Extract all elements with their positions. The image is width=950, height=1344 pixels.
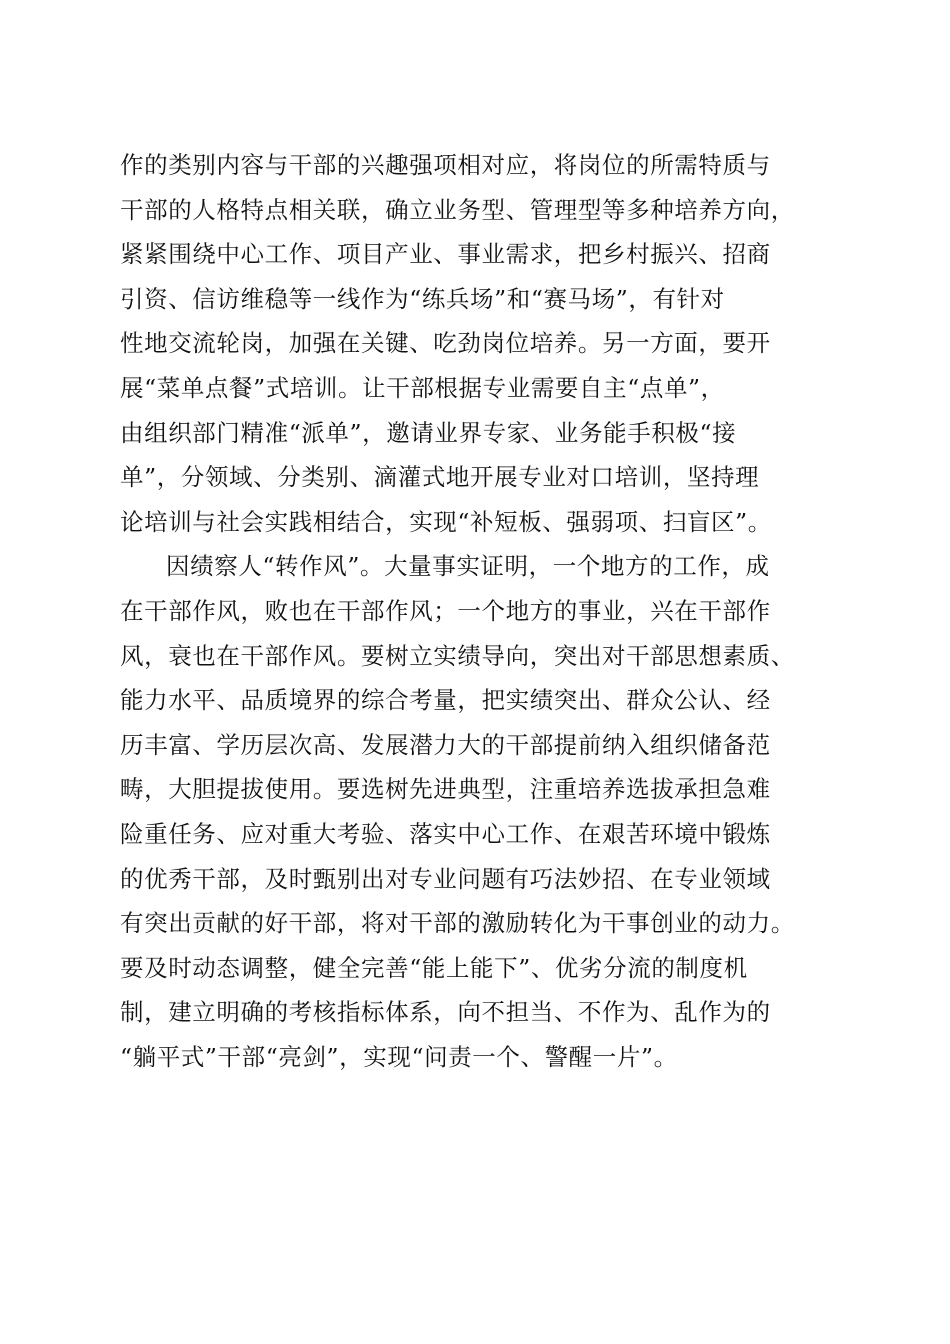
paragraph-line: 由组织部门精准“派单”，邀请业界专家、业务能手积极“接: [120, 418, 737, 447]
paragraph-2: [120, 544, 832, 1079]
paragraph-line: 风，衰也在干部作风。要树立实绩导向，突出对干部思想素质、: [120, 641, 795, 670]
paragraph-line: 制，建立明确的考核指标体系，向不担当、不作为、乱作为的: [120, 998, 771, 1027]
paragraph-line: 有突出贡献的好干部，将对干部的激励转化为干事创业的动力。: [120, 909, 795, 938]
paragraph-line: 作的类别内容与干部的兴趣强项相对应，将岗位的所需特质与: [120, 151, 771, 179]
paragraph-line: 紧紧围绕中心工作、项目产业、事业需求，把乡村振兴、招商: [120, 240, 771, 269]
paragraph-line: 能力水平、品质境界的综合考量，把实绩突出、群众公认、经: [120, 686, 771, 715]
paragraph-line: 性地交流轮岗，加强在关键、吃劲岗位培养。另一方面，要开: [120, 329, 771, 358]
paragraph-line: 论培训与社会实践相结合，实现“补短板、强弱项、扫盲区”。: [120, 507, 772, 536]
paragraph-line: 展“菜单点餐”式培训。让干部根据专业需要自主“点单”，: [120, 373, 725, 402]
paragraph-line: 历丰富、学历层次高、发展潜力大的干部提前纳入组织储备范: [120, 730, 771, 759]
paragraph-line: 畴，大胆提拔使用。要选树先进典型，注重培养选拔承担急难: [120, 775, 771, 804]
paragraph-line: 因绩察人“转作风”。大量事实证明，一个地方的工作，成: [166, 552, 770, 581]
paragraph-line: 险重任务、应对重大考验、落实中心工作、在艰苦环境中锻炼: [120, 819, 771, 848]
paragraph-line: 在干部作风，败也在干部作风；一个地方的事业，兴在干部作: [120, 596, 771, 625]
paragraph-line: 单”，分领域、分类别、滴灌式地开展专业对口培训，坚持理: [120, 463, 760, 492]
paragraph-line: “躺平式”干部“亮剑”，实现“问责一个、警醒一片”。: [120, 1042, 678, 1071]
paragraph-line: 干部的人格特点相关联，确立业务型、管理型等多种培养方向，: [120, 195, 795, 224]
paragraph-line: 引资、信访维稳等一线作为“练兵场”和“赛马场”，有针对: [120, 284, 725, 313]
paragraph-line: 的优秀干部，及时甄别出对专业问题有巧法妙招、在专业领域: [120, 864, 771, 893]
paragraph-1: [120, 143, 832, 544]
document-body: [120, 143, 832, 1079]
paragraph-line: 要及时动态调整，健全完善“能上能下”、优劣分流的制度机: [120, 953, 748, 982]
